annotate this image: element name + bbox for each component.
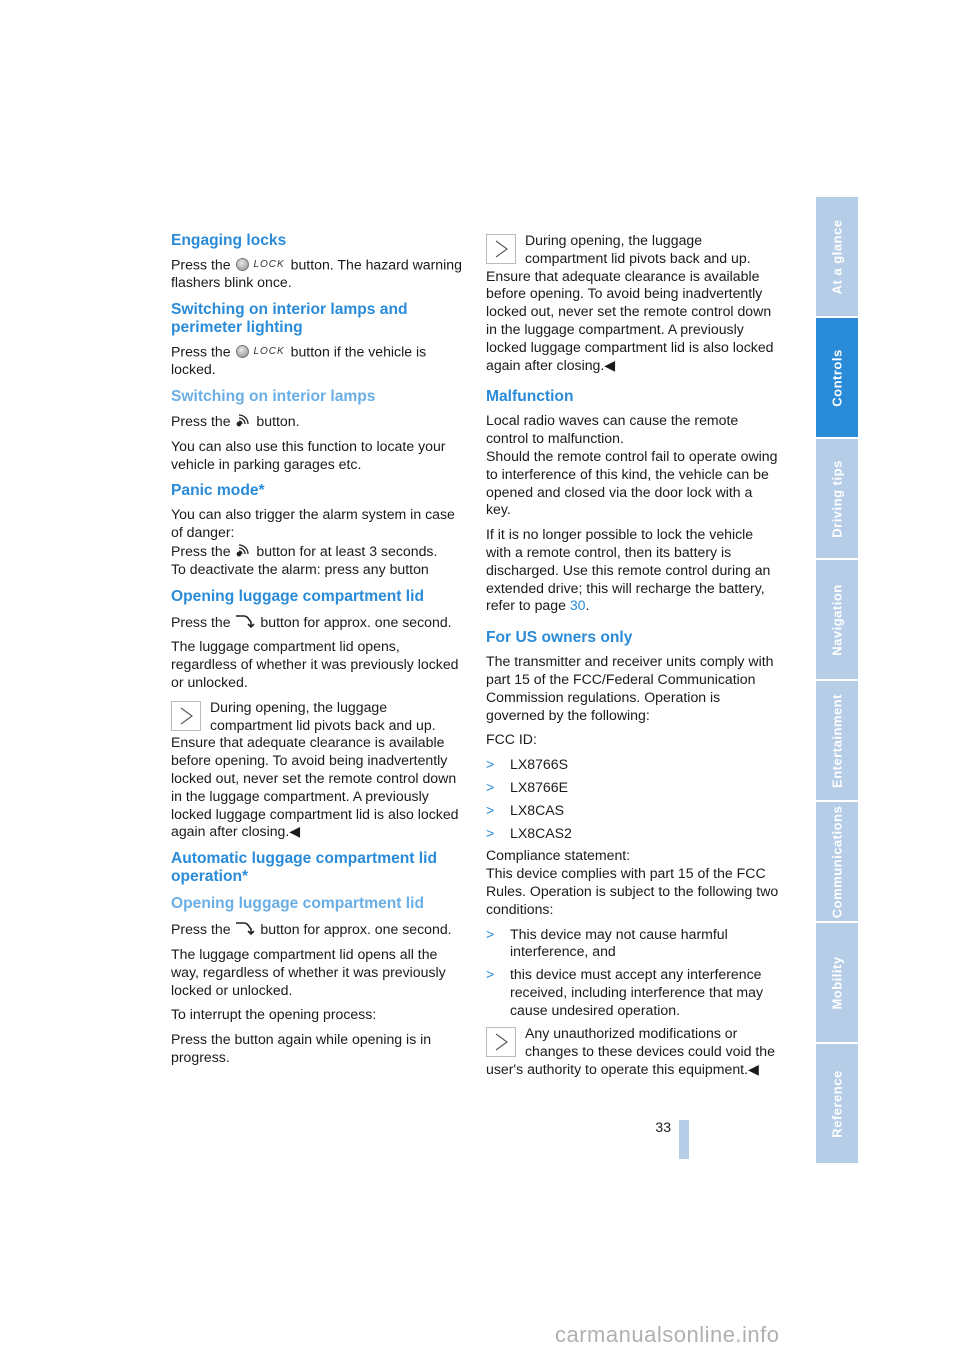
tab-navigation[interactable]: Navigation [816,560,858,679]
conditions-list [486,926,780,1020]
triangle-note-icon [486,1027,516,1057]
heading-us-owners: For US owners only [486,629,633,647]
paragraph: FCC ID: [486,731,537,748]
paragraph: If it is no longer possible to lock the vehicle with a remote control, then its battery is discharged. Use this remote control during an extended drive; this will recharge the battery, refer to page 30. [486,526,771,614]
heading-opening-luggage: Opening luggage compartment lid [171,587,424,605]
list-item: > this device must accept any interference received, including interference that may cause undesired operation. [486,966,764,1018]
trunk-button-icon [234,612,256,629]
heading-malfunction: Malfunction [486,388,574,406]
tab-mobility[interactable]: Mobility [816,923,858,1042]
left-column [171,224,465,1074]
list-item: > LX8766E [486,778,568,795]
paragraph: Press the LOCK button. The hazard warning flashers blink once. [171,256,462,291]
list-item: > LX8CAS [486,801,565,818]
page-reference-link[interactable]: 30 [569,597,586,614]
fcc-id-list [486,756,780,842]
paragraph: The luggage compartment lid opens, regardless of whether it was previously locked or unlocked. [171,638,459,690]
paragraph: Local radio waves can cause the remote control to malfunction. Should the remote control fail to operate owing to interference of this kind, the vehicle can be opened and closed via the door lock with a key. [486,412,778,518]
paragraph: To interrupt the opening process: [171,1006,377,1023]
caution-note: During opening, the luggage compartment lid pivots back and up. Ensure that adequate clearance is available before opening. To avoid being inadvertently locked out, never set the remote control down in the luggage compartment. A previously locked luggage compartment lid is also locked again after closing.◀ [486,232,774,373]
page-number-bar [679,1120,689,1159]
tab-driving-tips[interactable]: Driving tips [816,439,858,558]
heading-engaging-locks: Engaging locks [171,232,287,249]
caution-note: Any unauthorized modifications or changes to these devices could void the user's authority to operate this equipment.◀ [486,1025,775,1078]
paragraph: The luggage compartment lid opens all the way, regardless of whether it was previously locked or unlocked. [171,945,446,998]
heading-interior-perimeter: Switching on interior lamps and perimeter lighting [171,300,408,336]
lock-button-icon: LOCK [236,343,284,361]
trunk-button-icon [234,919,256,936]
tab-communications[interactable]: Communications [816,802,858,921]
watermark: carmanualsonline.info [555,1322,780,1347]
light-button-icon [234,412,252,428]
list-item: > LX8766S [486,756,568,773]
tab-controls[interactable]: Controls [816,318,858,437]
triangle-note-icon [171,701,201,731]
paragraph: Compliance statement: This device complies with part 15 of the FCC Rules. Operation is subject to the following two conditions: [486,847,779,917]
tab-entertainment[interactable]: Entertainment [816,681,858,800]
paragraph: Press the LOCK button if the vehicle is locked. [171,343,427,378]
triangle-note-icon [486,234,516,264]
heading-panic-mode: Panic mode* [171,482,265,500]
paragraph: Press the button. [171,412,300,429]
heading-auto-luggage: Automatic luggage compartment lid operation* [171,850,437,886]
tab-at-a-glance[interactable]: At a glance [816,197,858,316]
paragraph: Press the button for approx. one second. [171,613,452,630]
paragraph: The transmitter and receiver units comply with part 15 of the FCC/Federal Communication Commission regulations. Operation is governed by the following: [486,653,774,723]
paragraph: Press the button again while opening is in progress. [171,1031,432,1065]
paragraph: You can also use this function to locate your vehicle in parking garages etc. [171,437,446,472]
paragraph: You can also trigger the alarm system in case of danger: Press the button for at least 3 seconds. To deactivate the alarm: press any button [171,506,455,577]
tab-reference[interactable]: Reference [816,1044,858,1163]
light-button-icon [234,542,252,558]
list-item: > This device may not cause harmful interference, and [486,925,728,960]
heading-interior-lamps: Switching on interior lamps [171,387,376,405]
chapter-tabs [816,197,858,1165]
subheading-opening-luggage: Opening luggage compartment lid [171,895,424,913]
paragraph: Press the button for approx. one second. [171,921,452,938]
page-number: 33 [655,1119,671,1135]
caution-note: During opening, the luggage compartment lid pivots back and up. Ensure that adequate clearance is available before opening. To avoid being inadvertently locked out, never set the remote control down in the luggage compartment. A previously locked luggage compartment lid is also locked again after closing.◀ [171,698,459,840]
right-column [486,224,780,1086]
list-item: > LX8CAS2 [486,824,572,841]
lock-button-icon: LOCK [236,256,284,274]
